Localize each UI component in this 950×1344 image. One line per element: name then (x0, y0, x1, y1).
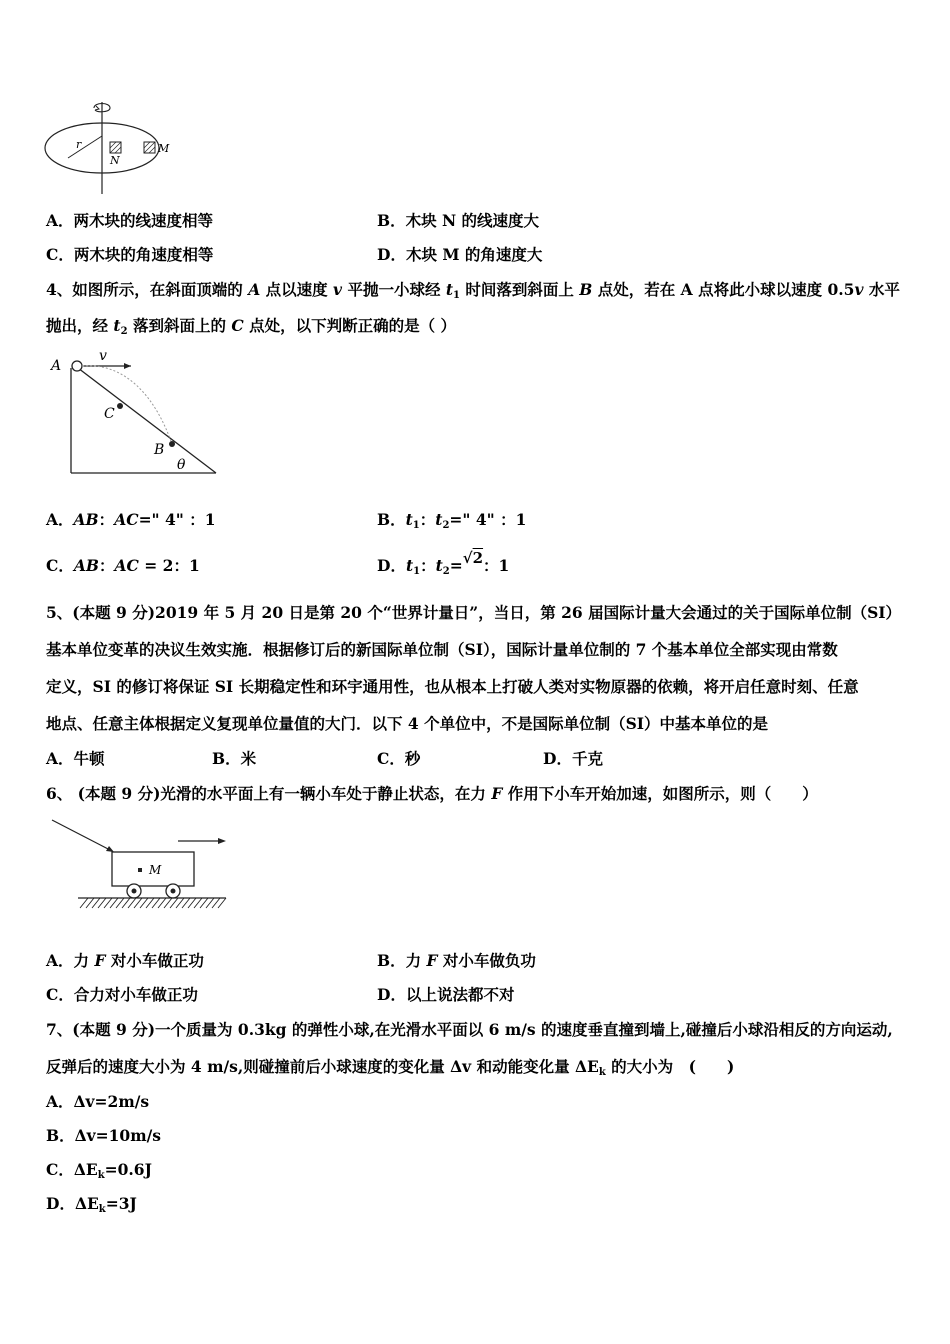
rotating-disk-figure (40, 96, 200, 196)
label-c: C (104, 406, 115, 422)
label-r: r (76, 138, 82, 151)
q6-option-a[interactable]: A．力 F 对小车做正功 (46, 951, 204, 970)
label-m: M (149, 863, 162, 877)
q5-stem-line1: 5、(本题 9 分)2019 年 5 月 20 日是第 20 个“世界计量日”，当日，第 26 届国际计量大会通过的关于国际单位制（SI） (46, 603, 902, 622)
radius-line (68, 136, 102, 158)
q5-option-a[interactable]: A．牛顿 (46, 749, 105, 768)
q7-stem-line2: 反弹后的速度大小为 4 m/s,则碰撞前后小球速度的变化量 Δv 和动能变化量 $\Delta E_k$ 的大小为 ( ) (46, 1057, 735, 1078)
q4-option-a[interactable]: A．AB：AC=" 4" ：1 (46, 510, 216, 529)
q4-option-c[interactable]: C．AB：AC = 2：1 (46, 556, 200, 575)
q3-option-b[interactable]: B．木块 N 的线速度大 (377, 211, 540, 230)
q5-stem-line3: 定义，SI 的修订将保证 SI 长期稳定性和环宇通用性，也从根本上打破人类对实物原器的依赖，将开启任意时刻、任意 (46, 677, 859, 696)
ground-hatch (80, 898, 226, 908)
ball-icon (72, 361, 82, 371)
label-a: A (51, 358, 62, 374)
label-n: N (110, 154, 120, 167)
incline-surface (78, 368, 216, 473)
q7-option-d[interactable]: D．$\Delta E_k=3J$ (46, 1194, 137, 1215)
label-theta: θ (177, 457, 186, 473)
q6-stem: 6、 (本题 9 分)光滑的水平面上有一辆小车处于静止状态，在力 F 作用下小车开始加速，如图所示，则（ ） (46, 784, 818, 803)
q5-option-d[interactable]: D．千克 (543, 749, 603, 768)
cart-figure (46, 814, 236, 914)
q6-option-b[interactable]: B．力 F 对小车做负功 (377, 951, 536, 970)
label-m: M (158, 142, 170, 155)
q7-option-a[interactable]: A．Δv=2m/s (46, 1092, 150, 1111)
q4-stem-line2: 抛出，经 $t_2$ 落到斜面上的 C 点处，以下判断正确的是（ ） (46, 316, 456, 337)
q3-option-c[interactable]: C．两木块的角速度相等 (46, 245, 214, 264)
q4-option-d[interactable]: D．$t_1$：$t_2=√2$：1 (377, 549, 510, 577)
label-v: v (99, 348, 107, 364)
label-b: B (154, 442, 165, 458)
q4-stem-line1: 4、如图所示，在斜面顶端的 A 点以速度 v 平抛一小球经 $t_1$ 时间落到斜面上 B 点处，若在 A 点将此小球以速度 0.5v 水平 (46, 280, 900, 301)
q7-option-c[interactable]: C．$\Delta E_k=0.6J$ (46, 1160, 152, 1181)
q5-stem-line2: 基本单位变革的决议生效实施．根据修订后的新国际单位制（SI），国际计量单位制的 7 个基本单位全部实现由常数 (46, 640, 838, 659)
incline-figure (46, 348, 226, 478)
q5-option-b[interactable]: B．米 (212, 749, 257, 768)
force-f-arrow (52, 820, 112, 851)
q3-option-a[interactable]: A．两木块的线速度相等 (46, 211, 214, 230)
q5-stem-line4: 地点、任意主体根据定义复现单位量值的大门．以下 4 个单位中，不是国际单位制（SI）中基本单位的是 (46, 714, 769, 733)
q6-option-d[interactable]: D．以上说法都不对 (377, 985, 515, 1004)
q7-stem-line1: 7、(本题 9 分)一个质量为 0.3kg 的弹性小球,在光滑水平面以 6 m/s 的速度垂直撞到墙上,碰撞后小球沿相反的方向运动, (46, 1020, 893, 1039)
q6-option-c[interactable]: C．合力对小车做正功 (46, 985, 198, 1004)
sqrt-symbol: √2 (462, 549, 484, 567)
q3-option-d[interactable]: D．木块 M 的角速度大 (377, 245, 543, 264)
q4-option-b[interactable]: B．$t_1$：$t_2=$" 4" ：1 (377, 510, 527, 531)
q5-option-c[interactable]: C．秒 (377, 749, 421, 768)
q7-option-b[interactable]: B．Δv=10m/s (46, 1126, 161, 1145)
